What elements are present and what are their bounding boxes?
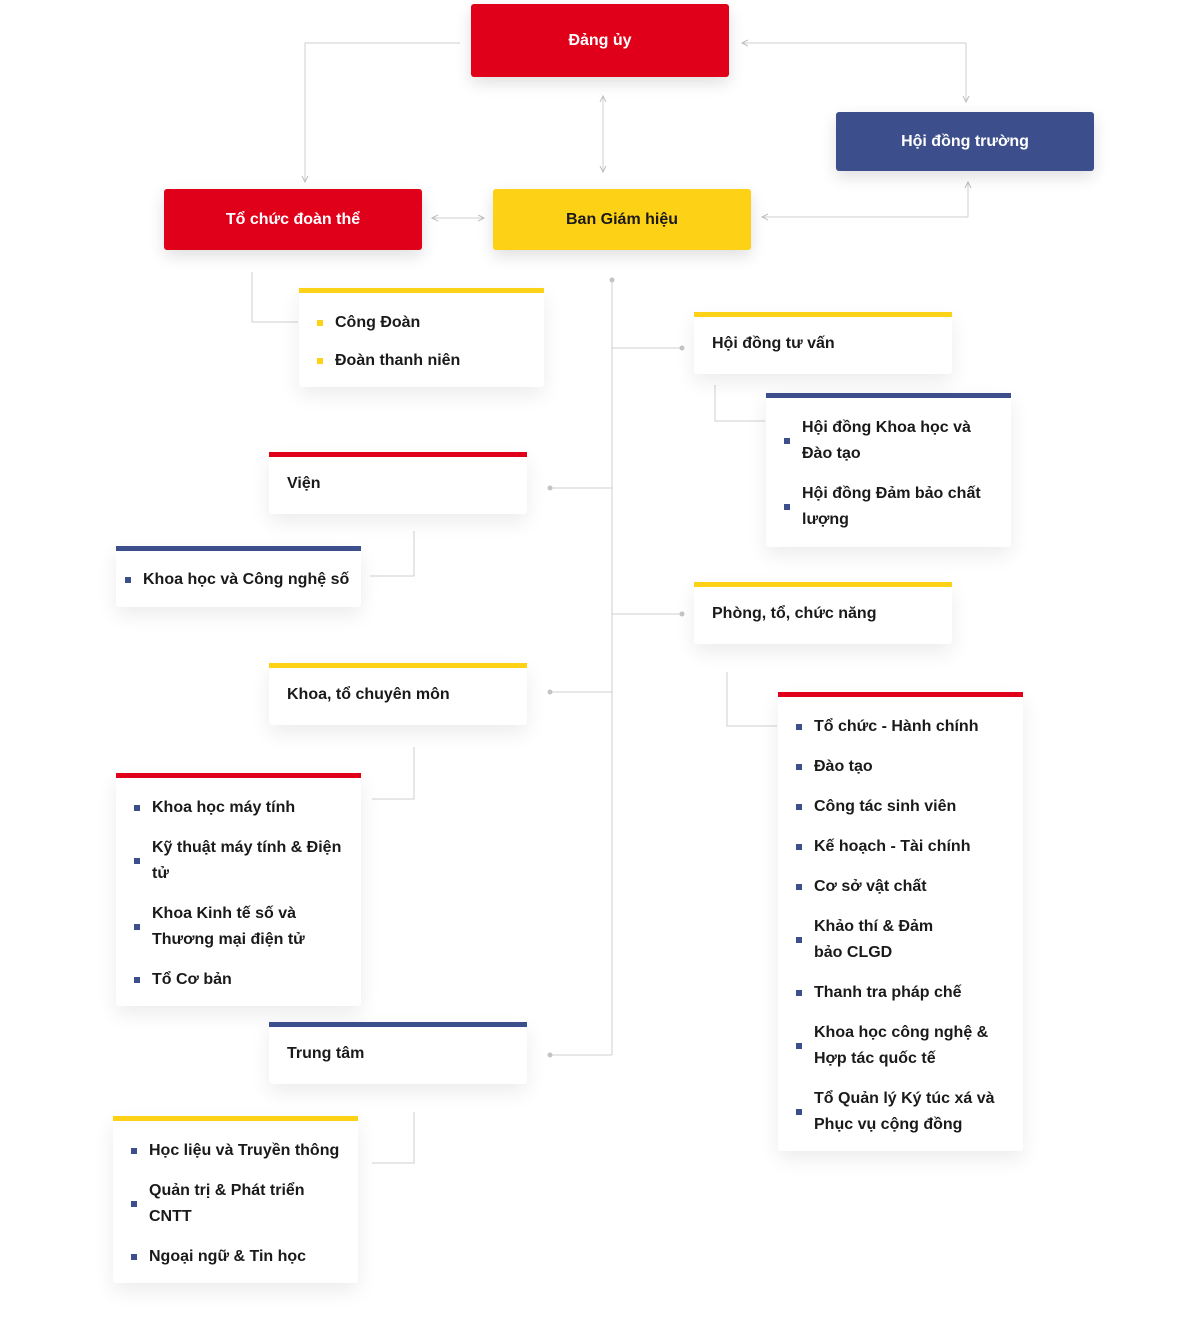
- vien-card[interactable]: [269, 452, 527, 514]
- trung-tam-list-card: [113, 1116, 358, 1283]
- doan-the-list-card: [299, 288, 544, 387]
- phong-title: Phòng, tổ, chức năng: [712, 604, 877, 622]
- list-item[interactable]: Hội đồng Khoa học và Đào tạo: [784, 415, 994, 467]
- hoi-dong-truong-label: Hội đồng trường: [901, 132, 1029, 150]
- khoa-list-card: [116, 773, 361, 1006]
- trung-tam-card[interactable]: [269, 1022, 527, 1084]
- trung-tam-title: Trung tâm: [287, 1044, 365, 1062]
- to-chuc-doan-the-box[interactable]: [164, 189, 422, 250]
- list-item[interactable]: Tổ chức - Hành chính: [796, 714, 1006, 740]
- to-chuc-doan-the-label: Tổ chức đoàn thể: [225, 210, 361, 228]
- khoa-title: Khoa, tổ chuyên môn: [287, 685, 450, 703]
- list-item[interactable]: Tổ Quản lý Ký túc xá và Phục vụ cộng đồng: [796, 1086, 1014, 1138]
- list-item[interactable]: Khoa học và Công nghệ số: [125, 567, 349, 593]
- hoi-dong-tu-van-card[interactable]: [694, 312, 952, 374]
- ban-giam-hieu-box[interactable]: [493, 189, 751, 250]
- vien-list-card: [116, 546, 361, 607]
- list-item[interactable]: Hội đồng Đảm bảo chất lượng: [784, 481, 994, 533]
- list-item[interactable]: Đoàn thanh niên: [317, 348, 460, 374]
- list-item[interactable]: Công tác sinh viên: [796, 794, 1006, 820]
- list-item[interactable]: Thanh tra pháp chế: [796, 980, 1006, 1006]
- list-item[interactable]: Khảo thí & Đảm bảo CLGD: [796, 914, 964, 966]
- vien-title: Viện: [287, 474, 321, 492]
- ban-giam-hieu-label: Ban Giám hiệu: [565, 210, 679, 228]
- list-item[interactable]: Quản trị & Phát triển CNTT: [131, 1178, 319, 1230]
- list-item[interactable]: Tổ Cơ bản: [134, 967, 344, 993]
- phong-list-card: [778, 692, 1023, 1151]
- list-item[interactable]: Khoa học công nghệ & Hợp tác quốc tế: [796, 1020, 1004, 1072]
- list-item[interactable]: Công Đoàn: [317, 310, 460, 336]
- list-item[interactable]: Khoa học máy tính: [134, 795, 344, 821]
- hoi-dong-tu-van-title: Hội đồng tư vấn: [712, 334, 835, 352]
- list-item[interactable]: Đào tạo: [796, 754, 1006, 780]
- dang-uy-label: Đảng ủy: [568, 31, 632, 49]
- khoa-card[interactable]: [269, 663, 527, 725]
- list-item[interactable]: Ngoại ngữ & Tin học: [131, 1244, 341, 1270]
- dang-uy-box[interactable]: [471, 4, 729, 77]
- phong-card[interactable]: [694, 582, 952, 644]
- list-item[interactable]: Kế hoạch - Tài chính: [796, 834, 1006, 860]
- list-item[interactable]: Học liệu và Truyền thông: [131, 1138, 341, 1164]
- list-item[interactable]: Cơ sở vật chất: [796, 874, 1006, 900]
- list-item[interactable]: Khoa Kinh tế số và Thương mại điện tử: [134, 901, 327, 953]
- line-danguy-doanthe: [305, 43, 460, 182]
- hoi-dong-truong-box[interactable]: [836, 112, 1094, 171]
- hoi-dong-tu-van-list-card: [766, 393, 1011, 547]
- list-item[interactable]: Kỹ thuật máy tính & Điện tử: [134, 835, 344, 887]
